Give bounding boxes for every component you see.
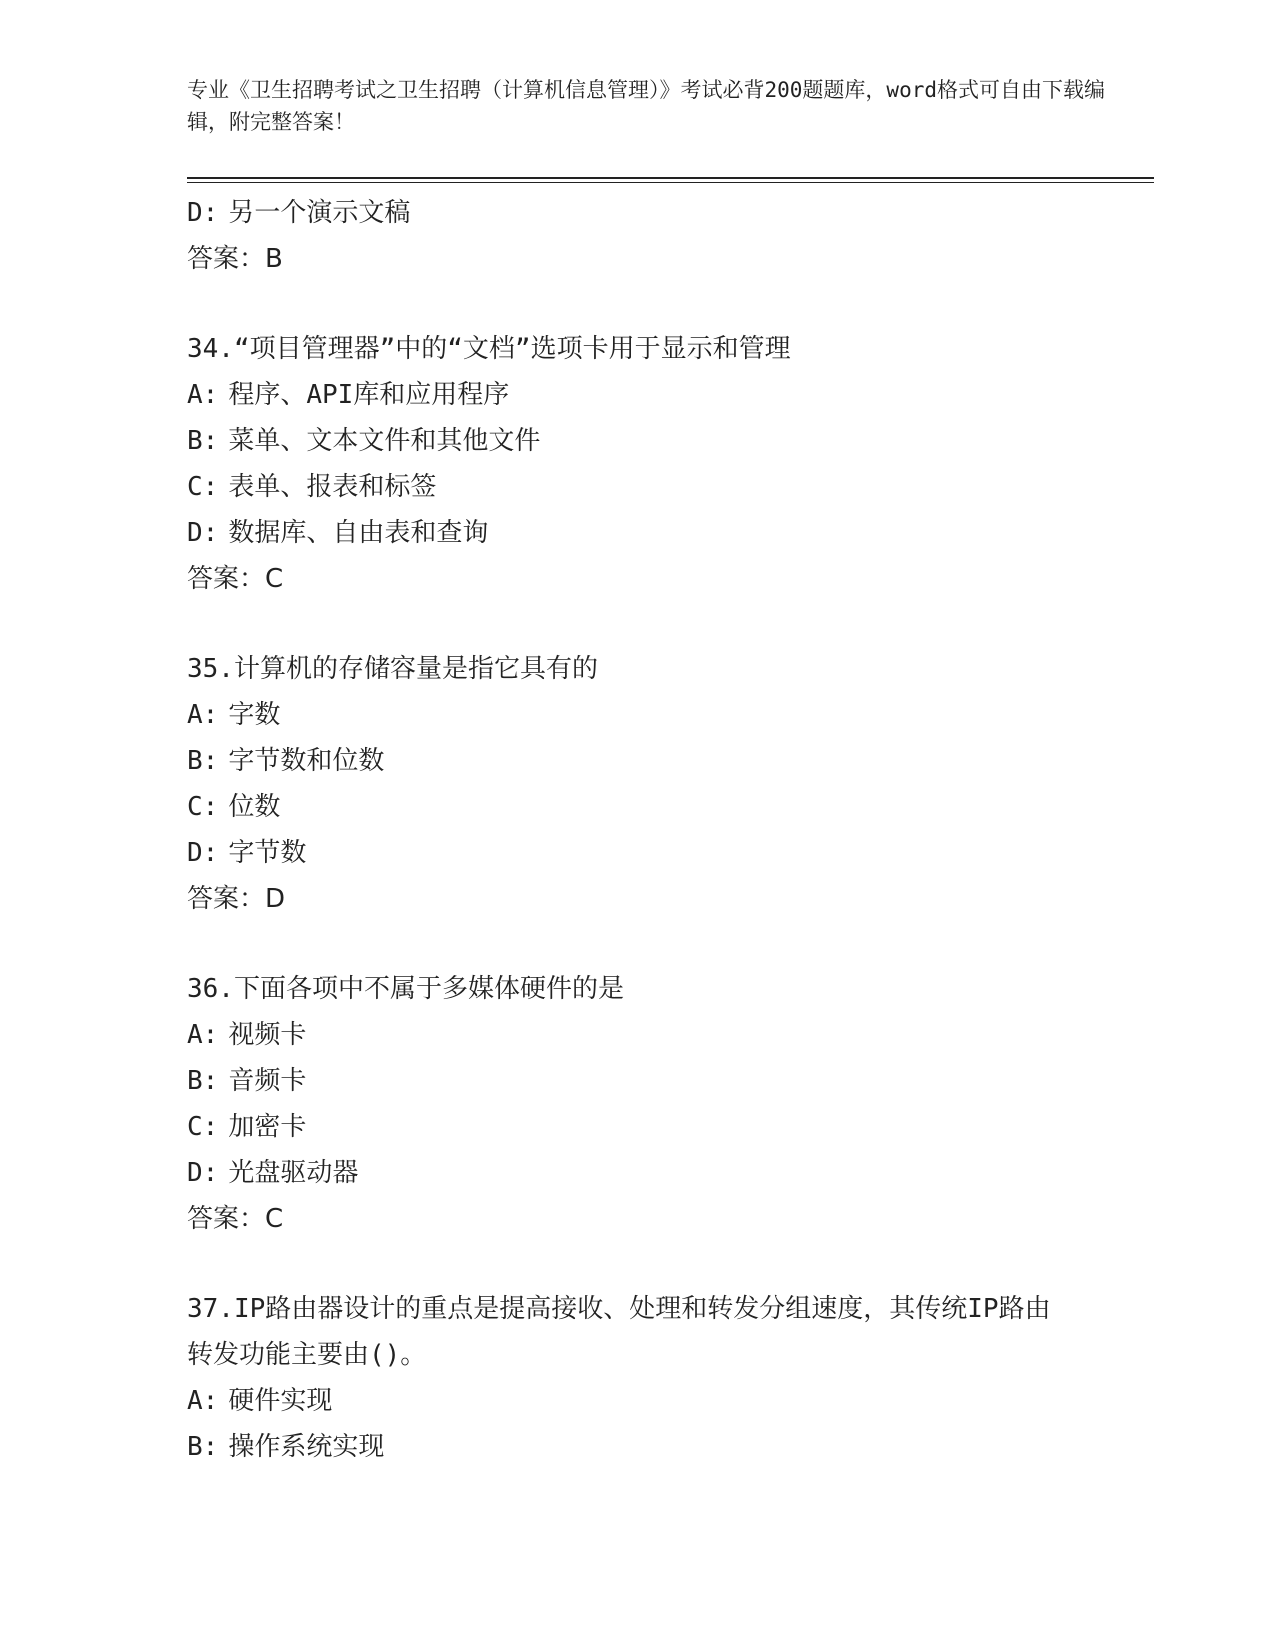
- option-d: [187, 190, 1154, 236]
- option-text: 字节数和位数: [228, 746, 385, 776]
- option-text: 表单、报表和标签: [228, 472, 437, 502]
- option-letter: A:: [187, 700, 219, 730]
- option-letter: D:: [187, 518, 219, 548]
- option-letter: A:: [187, 1020, 219, 1050]
- option-letter: B:: [187, 426, 219, 456]
- option-d: [187, 510, 1154, 556]
- option-a: [187, 1378, 1154, 1424]
- question-title: 35.计算机的存储容量是指它具有的: [187, 654, 598, 684]
- option-letter: B:: [187, 1432, 219, 1462]
- answer-label: 答案：B: [187, 244, 283, 274]
- option-b: [187, 1058, 1154, 1104]
- option-c: [187, 1104, 1154, 1150]
- option-text: 视频卡: [228, 1020, 307, 1050]
- option-text: 音频卡: [228, 1066, 307, 1096]
- option-letter: C:: [187, 1112, 219, 1142]
- option-letter: C:: [187, 472, 219, 502]
- option-letter: D:: [187, 838, 219, 868]
- option-text: 另一个演示文稿: [228, 198, 411, 228]
- option-text: 操作系统实现: [228, 1432, 385, 1462]
- option-text: 字节数: [228, 838, 307, 868]
- option-text: 程序、API库和应用程序: [228, 380, 510, 410]
- option-text: 加密卡: [228, 1112, 307, 1142]
- option-letter: C:: [187, 792, 219, 822]
- question-title: 36.下面各项中不属于多媒体硬件的是: [187, 974, 624, 1004]
- document-header: 专业《卫生招聘考试之卫生招聘（计算机信息管理）》考试必背200题题库，word格式可自由下载编辑，附完整答案！: [187, 78, 1105, 134]
- option-d: [187, 830, 1154, 876]
- option-text: 数据库、自由表和查询: [228, 518, 489, 548]
- answer-label: 答案：D: [187, 884, 286, 914]
- option-text: 光盘驱动器: [228, 1158, 359, 1188]
- option-letter: B:: [187, 746, 219, 776]
- question-title: 37.IP路由器设计的重点是提高接收、处理和转发分组速度，其传统IP路由转发功能主要由()。: [187, 1294, 1051, 1370]
- question-title: 34.“项目管理器”中的“文档”选项卡用于显示和管理: [187, 334, 791, 364]
- option-b: [187, 738, 1154, 784]
- option-letter: A:: [187, 380, 219, 410]
- document-body: [187, 190, 1154, 1470]
- option-a: [187, 1012, 1154, 1058]
- option-b: [187, 1424, 1154, 1470]
- option-b: [187, 418, 1154, 464]
- option-text: 字数: [228, 700, 281, 730]
- option-text: 位数: [228, 792, 281, 822]
- option-d: [187, 1150, 1154, 1196]
- option-c: [187, 464, 1154, 510]
- option-a: [187, 692, 1154, 738]
- option-letter: D:: [187, 198, 219, 228]
- header-divider-thin: [187, 182, 1154, 183]
- answer-label: 答案：C: [187, 564, 284, 594]
- option-text: 菜单、文本文件和其他文件: [228, 426, 541, 456]
- header-divider-thick: [187, 177, 1154, 179]
- option-a: [187, 372, 1154, 418]
- option-letter: B:: [187, 1066, 219, 1096]
- option-c: [187, 784, 1154, 830]
- answer-label: 答案：C: [187, 1204, 284, 1234]
- option-text: 硬件实现: [228, 1386, 333, 1416]
- option-letter: D:: [187, 1158, 219, 1188]
- option-letter: A:: [187, 1386, 219, 1416]
